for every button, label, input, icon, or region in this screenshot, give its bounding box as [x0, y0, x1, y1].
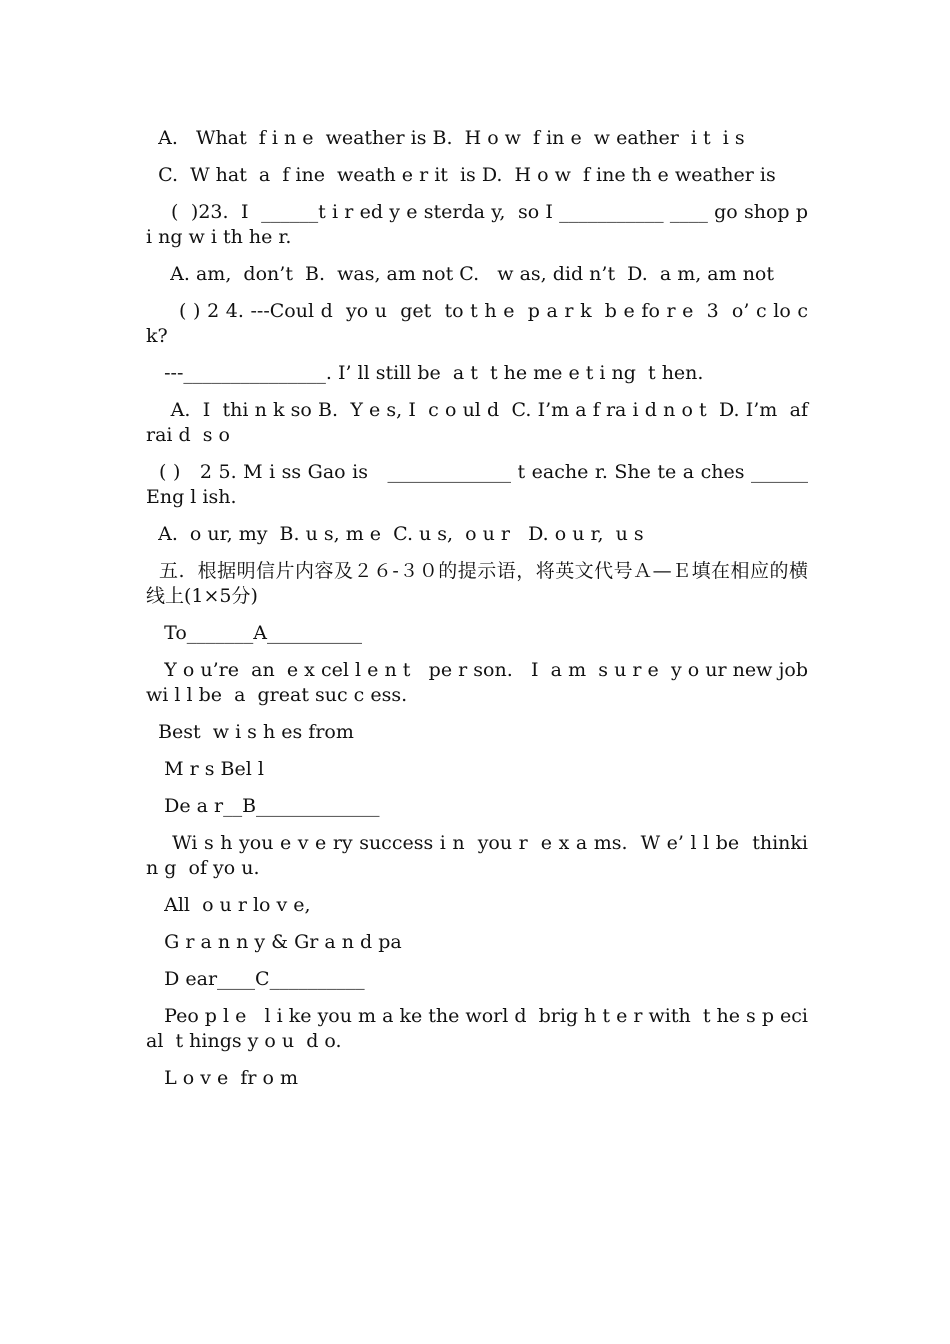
card-a-signature: M r s Bel l	[146, 758, 264, 780]
options-24: A. I thi n k so B. Y e s, I c o ul d C. I’m a f ra i d n o t D. I’m afrai d s o	[146, 399, 808, 446]
card-b-dear: De a r__B_____________	[146, 795, 380, 817]
card-c-message: Peo p l e l i ke you m a ke the worl d brig h t e r with t he s p ecial t hings y o u d o.	[146, 1005, 808, 1052]
question-24: ( ) 2 4. ---Coul d yo u get to t h e p a r k b e fo r e 3 o’ c lo c k?	[146, 300, 815, 347]
card-c-dear: D ear____C__________	[146, 968, 365, 990]
option-line-22b: C. W hat a f ine weath e r it is D. H o w f ine th e weather is	[146, 164, 776, 186]
card-a-to: To_______A__________	[146, 622, 362, 644]
card-a-message: Y o u’re an e x cel l e n t pe r son. I a m s u r e y o ur new job wi l l be a great suc c ess.	[146, 659, 815, 706]
options-23: A. am, don’t B. was, am not C. w as, did n’t D. a m, am not	[146, 263, 775, 285]
question-25: ( ) 2 5. M i ss Gao is _____________ t eache r. She te a ches ______ Eng l ish.	[146, 461, 815, 508]
card-c-closing: L o v e fr o m	[146, 1067, 299, 1089]
document-body	[146, 126, 815, 1103]
card-b-signature: G r a n n y & Gr a n d pa	[146, 931, 402, 953]
question-23: ( )23. I ______t i r ed y e sterda y, so I ___________ ____ go shop p i ng w i th he r.	[146, 201, 815, 248]
question-24-response: ---_______________. I’ ll still be a t t he me e t i ng t hen.	[146, 362, 704, 384]
section-5-heading: 五. 根据明信片内容及２６-３０的提示语，将英文代号Ａ—Ｅ填在相应的横线上(1×5分)	[146, 560, 808, 607]
options-25: A. o ur, my B. u s, m e C. u s, o u r D. o u r, u s	[146, 523, 644, 545]
option-line-22a: A. What f i n e weather is B. H o w f in e w eather i t i s	[146, 127, 745, 149]
card-b-message: Wi s h you e v e ry success i n you r e x a ms. W e’ l l be thinki n g of yo u.	[146, 832, 815, 879]
card-a-closing: Best w i s h es from	[146, 721, 354, 743]
card-b-closing: All o u r lo v e,	[146, 894, 311, 916]
